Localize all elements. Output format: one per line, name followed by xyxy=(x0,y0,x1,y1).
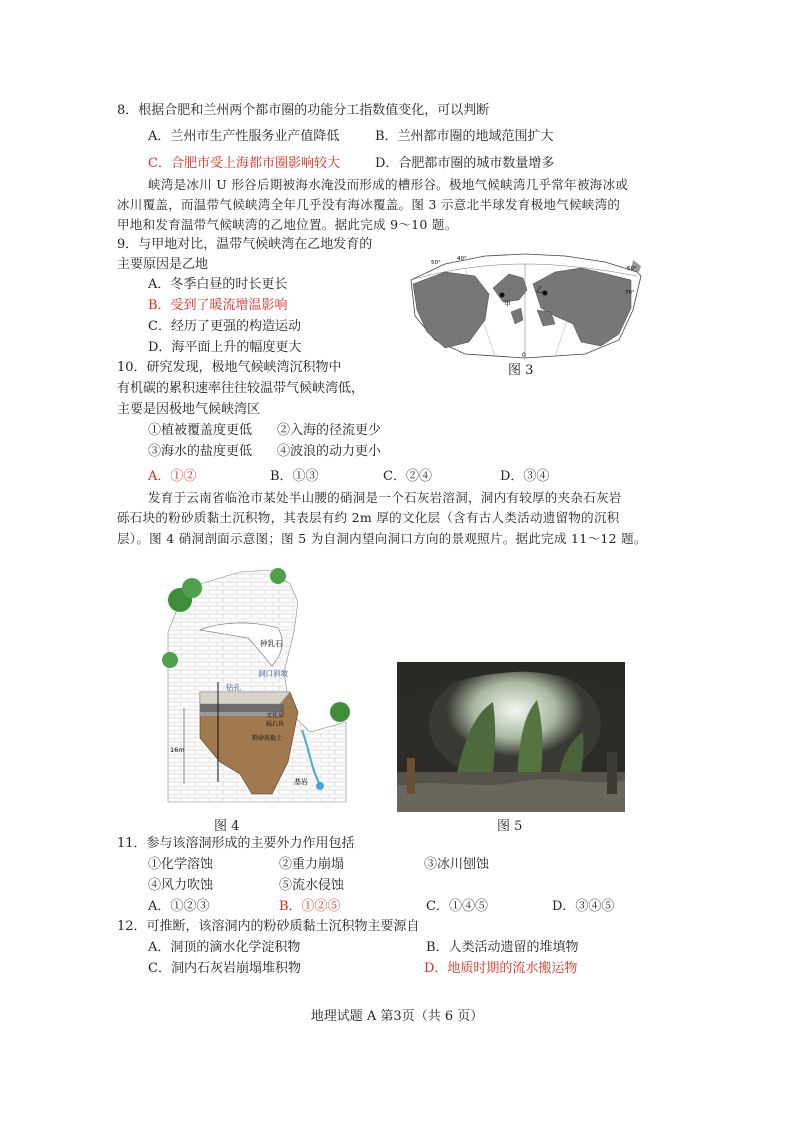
passage1-line2: 冰川覆盖，而温带气候峡湾全年几乎没有海冰覆盖。图 3 示意北半球发育极地气候峡湾的 xyxy=(117,197,621,212)
q11-statement-3: ③冰川刨蚀 xyxy=(424,857,490,872)
figure-4-cave-profile xyxy=(160,562,350,808)
figure-5-cave-photo xyxy=(397,662,625,812)
q9-option-c: C．经历了更强的构造运动 xyxy=(148,319,301,334)
q9-option-a: A．冬季白昼的时长更长 xyxy=(148,277,288,292)
q10-option-c: C．②④ xyxy=(383,469,432,484)
q9-stem-line1: 9．与甲地对比，温带气候峡湾在乙地发育的 xyxy=(117,237,373,252)
label-gravel: 砾石块 xyxy=(266,721,285,728)
q12-option-a: A．洞顶的滴水化学淀积物 xyxy=(148,940,301,955)
q9-option-b: B．受到了暖流增温影响 xyxy=(148,298,288,313)
q10-option-a: A．①② xyxy=(148,469,197,484)
q9-option-d: D．海平面上升的幅度更大 xyxy=(148,340,302,355)
label-drill: 钻孔 xyxy=(226,683,241,692)
label-culture-layer: 文化层 xyxy=(266,712,285,719)
passage2-line2: 砾石块的粉砂质黏土沉积物，其表层有约 2m 厚的文化层（含有古人类活动遗留物的沉积 xyxy=(117,510,620,525)
q11-statement-2: ②重力崩塌 xyxy=(279,857,345,872)
q10-stem-line3: 主要是因极地气候峡湾区 xyxy=(117,402,261,417)
q11-stem: 11．参与该溶洞形成的主要外力作用包括 xyxy=(117,836,355,851)
location-jia-marker xyxy=(500,293,505,298)
label-zero: 0 xyxy=(522,352,526,359)
q12-option-c: C．洞内石灰岩崩塌堆积物 xyxy=(148,961,301,976)
q8-option-b: B．兰州都市圈的地域范围扩大 xyxy=(375,129,554,144)
q12-stem: 12．可推断，该溶洞内的粉砂质黏土沉积物主要源自 xyxy=(117,919,420,934)
q10-statement-3: ③海水的盐度更低 xyxy=(148,444,253,459)
q10-stem-line2: 有机碳的累积速率往往较温带气候峡湾低， xyxy=(117,381,365,396)
q11-option-c: C．①④⑤ xyxy=(426,899,488,914)
q11-statement-1: ①化学溶蚀 xyxy=(148,857,214,872)
q8-option-c: C．合肥市受上海都市圈影响较大 xyxy=(148,156,340,171)
figure-3-caption: 图 3 xyxy=(508,363,534,378)
q11-statement-4: ④风力吹蚀 xyxy=(148,878,214,893)
label-lat60: 60° xyxy=(627,266,637,272)
label-cave-slope: 洞口斜坡 xyxy=(258,669,288,678)
q10-statement-2: ②入海的径流更少 xyxy=(277,423,382,438)
q12-option-b: B．人类活动遗留的堆填物 xyxy=(426,940,579,955)
label-bedrock: 基岩 xyxy=(294,778,308,786)
q10-option-b: B．①③ xyxy=(270,469,319,484)
figure-3-map xyxy=(405,250,645,362)
q8-option-d: D．合肥都市圈的城市数量增多 xyxy=(375,156,555,171)
passage1-line3: 甲地和发育温带气候峡湾的乙地位置。据此完成 9～10 题。 xyxy=(117,217,458,232)
passage1-line1: 峡湾是冰川 U 形谷后期被海水淹没而形成的槽形谷。极地气候峡湾几乎常年被海冰或 xyxy=(148,177,629,192)
passage2-line1: 发育于云南省临沧市某处半山腰的硝洞是一个石灰岩溶洞，洞内有较厚的夹杂石灰岩 xyxy=(148,490,622,505)
q11-option-a: A．①②③ xyxy=(148,899,210,914)
q8-option-a: A．兰州市生产性服务业产值降低 xyxy=(148,129,340,144)
label-clay: 粉砂质黏土 xyxy=(252,735,283,742)
figure-4-caption: 图 4 xyxy=(214,819,240,834)
q10-statement-1: ①植被覆盖度更低 xyxy=(148,423,253,438)
page-footer: 地理试题 A 第3页（共 6 页） xyxy=(310,1009,484,1024)
label-yi: 乙 xyxy=(536,286,543,294)
label-depth: 16m xyxy=(170,746,185,754)
label-stalactite: 钟乳石 xyxy=(260,639,283,648)
q10-statement-4: ④波浪的动力更小 xyxy=(277,444,382,459)
label-lat40: 40° xyxy=(457,256,467,262)
q11-option-d: D．③④⑤ xyxy=(552,899,615,914)
q10-stem-line1: 10．研究发现，极地气候峡湾沉积物中 xyxy=(117,360,342,375)
label-lat50: 50° xyxy=(431,260,441,266)
label-jia: 甲 xyxy=(504,300,511,308)
q11-option-b: B．①②⑤ xyxy=(279,899,341,914)
location-yi-marker xyxy=(543,291,548,296)
q11-statement-5: ⑤流水侵蚀 xyxy=(279,878,345,893)
label-lat70: 70° xyxy=(625,290,635,296)
passage2-line3: 层）。图 4 硝洞剖面示意图；图 5 为自洞内望向洞口方向的景观照片。据此完成 11～12 题。 xyxy=(117,531,647,546)
figure-5-caption: 图 5 xyxy=(497,819,523,834)
q9-stem-line2: 主要原因是乙地 xyxy=(117,257,209,272)
q10-option-d: D．③④ xyxy=(500,469,550,484)
q12-option-d: D．地质时期的流水搬运物 xyxy=(424,961,578,976)
q8-stem: 8．根据合肥和兰州两个都市圈的功能分工指数值变化，可以判断 xyxy=(117,103,490,118)
